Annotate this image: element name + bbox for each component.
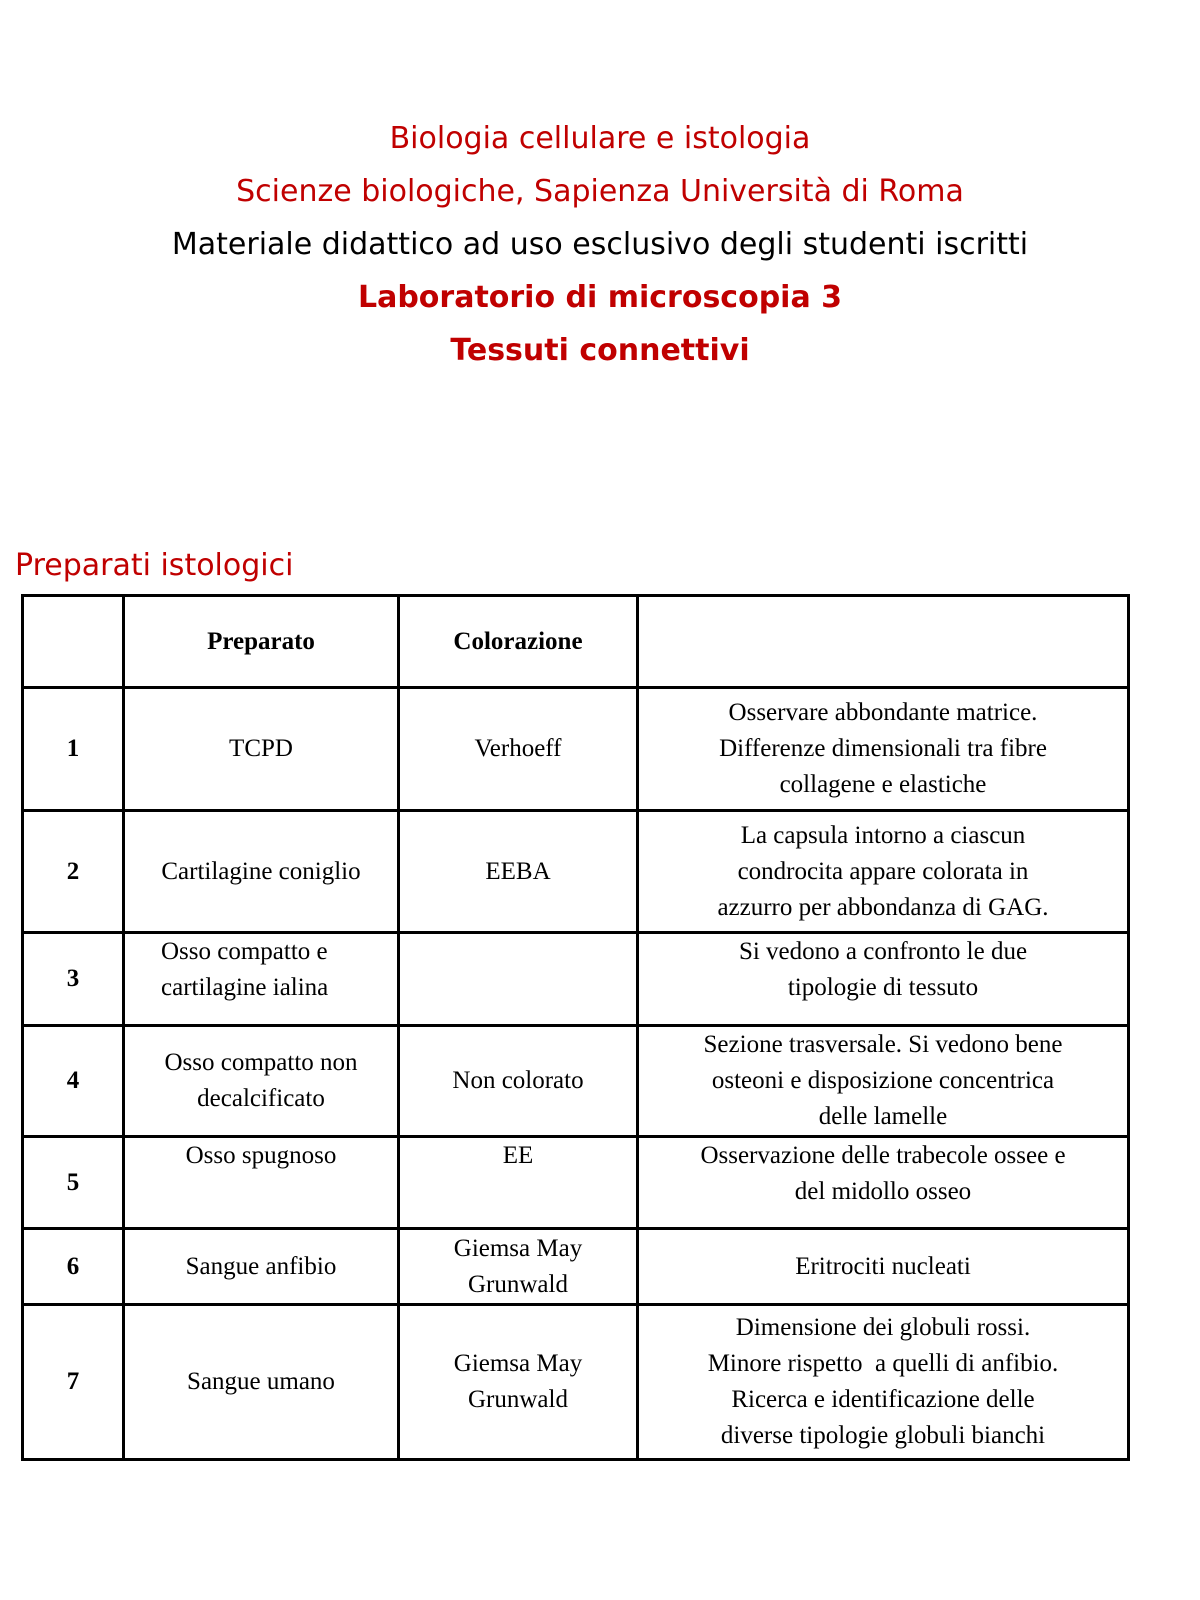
course-title: Biologia cellulare e istologia (389, 121, 811, 156)
note-line: Eritrociti nucleati (795, 1252, 971, 1280)
note-line: collagene e elastiche (779, 771, 987, 798)
document-header (0, 112, 1200, 377)
table-row (23, 1305, 1129, 1460)
colorazione-cell: Non colorato (399, 1026, 638, 1137)
colorazione-line: Giemsa May (453, 1234, 583, 1262)
note-cell (638, 688, 1129, 811)
colorazione-line: Grunwald (468, 1386, 568, 1413)
preparato-cell (124, 933, 399, 1026)
note-cell (638, 1137, 1129, 1229)
note-line: Sezione trasversale. Si vedono bene (703, 1031, 1063, 1058)
row-number: 4 (23, 1026, 124, 1137)
table-row (23, 933, 1129, 1026)
table-header-row (23, 596, 1129, 688)
table-row (23, 1137, 1129, 1229)
colorazione-cell: EE (399, 1137, 638, 1229)
colorazione-cell: EEBA (399, 811, 638, 933)
note-line: Si vedono a confronto le due (738, 938, 1028, 965)
preparato-cell: Cartilagine coniglio (124, 811, 399, 933)
section-title: Preparati istologici (15, 548, 294, 583)
preparati-table (21, 594, 1130, 1461)
note-line: azzurro per abbondanza di GAG. (717, 893, 1049, 921)
row-number: 3 (23, 933, 124, 1026)
table-row (23, 1229, 1129, 1305)
colorazione-cell (399, 1305, 638, 1460)
row-number: 1 (23, 688, 124, 811)
preparato-line: Osso compatto e (161, 938, 328, 965)
note-line: osteoni e disposizione concentrica (711, 1067, 1055, 1094)
note-line: tipologie di tessuto (787, 974, 979, 1001)
note-cell (638, 811, 1129, 933)
preparato-line: decalcificato (197, 1085, 325, 1112)
header-cell-colorazione: Colorazione (399, 596, 638, 688)
note-line: delle lamelle (818, 1103, 948, 1130)
note-line: Dimensione dei globuli rossi. (735, 1314, 1031, 1341)
preparato-cell: TCPD (124, 688, 399, 811)
header-cell-preparato: Preparato (124, 596, 399, 688)
note-cell (638, 1305, 1129, 1460)
note-line: Differenze dimensionali tra fibre (719, 735, 1047, 762)
note-cell (638, 1026, 1129, 1137)
note-cell (638, 933, 1129, 1026)
note-line: Osservazione delle trabecole ossee e (700, 1142, 1066, 1169)
header-cell-note (638, 596, 1129, 688)
preparato-cell: Osso spugnoso (124, 1137, 399, 1229)
note-line: Ricerca e identificazione delle (731, 1386, 1035, 1413)
department-title: Scienze biologiche, Sapienza Università di Roma (236, 174, 964, 209)
row-number: 2 (23, 811, 124, 933)
header-cell-number (23, 596, 124, 688)
colorazione-cell: Verhoeff (399, 688, 638, 811)
note-cell (638, 1229, 1129, 1305)
note-line: del midollo osseo (794, 1178, 972, 1205)
row-number: 7 (23, 1305, 124, 1460)
table-row (23, 811, 1129, 933)
colorazione-cell (399, 933, 638, 1026)
note-line: Osservare abbondante matrice. (728, 699, 1038, 726)
colorazione-line: Giemsa May (453, 1350, 583, 1377)
preparato-line: Osso compatto non (164, 1049, 358, 1076)
row-number: 6 (23, 1229, 124, 1305)
colorazione-cell (399, 1229, 638, 1305)
note-line: diverse tipologie globuli bianchi (720, 1422, 1046, 1449)
preparato-cell (124, 1026, 399, 1137)
preparato-cell: Sangue umano (124, 1305, 399, 1460)
lab-title: Laboratorio di microscopia 3 (357, 280, 843, 315)
colorazione-line: Grunwald (468, 1270, 568, 1298)
note-line: Minore rispetto a quelli di anfibio. (707, 1350, 1059, 1377)
usage-notice: Materiale didattico ad uso esclusivo degli studenti iscritti (171, 227, 1029, 262)
note-line: La capsula intorno a ciascun (740, 821, 1026, 849)
row-number: 5 (23, 1137, 124, 1229)
table-row (23, 1026, 1129, 1137)
table-row (23, 688, 1129, 811)
topic-title: Tessuti connettivi (450, 333, 750, 368)
note-line: condrocita appare colorata in (737, 857, 1029, 885)
preparato-line: cartilagine ialina (161, 974, 329, 1001)
preparato-cell: Sangue anfibio (124, 1229, 399, 1305)
